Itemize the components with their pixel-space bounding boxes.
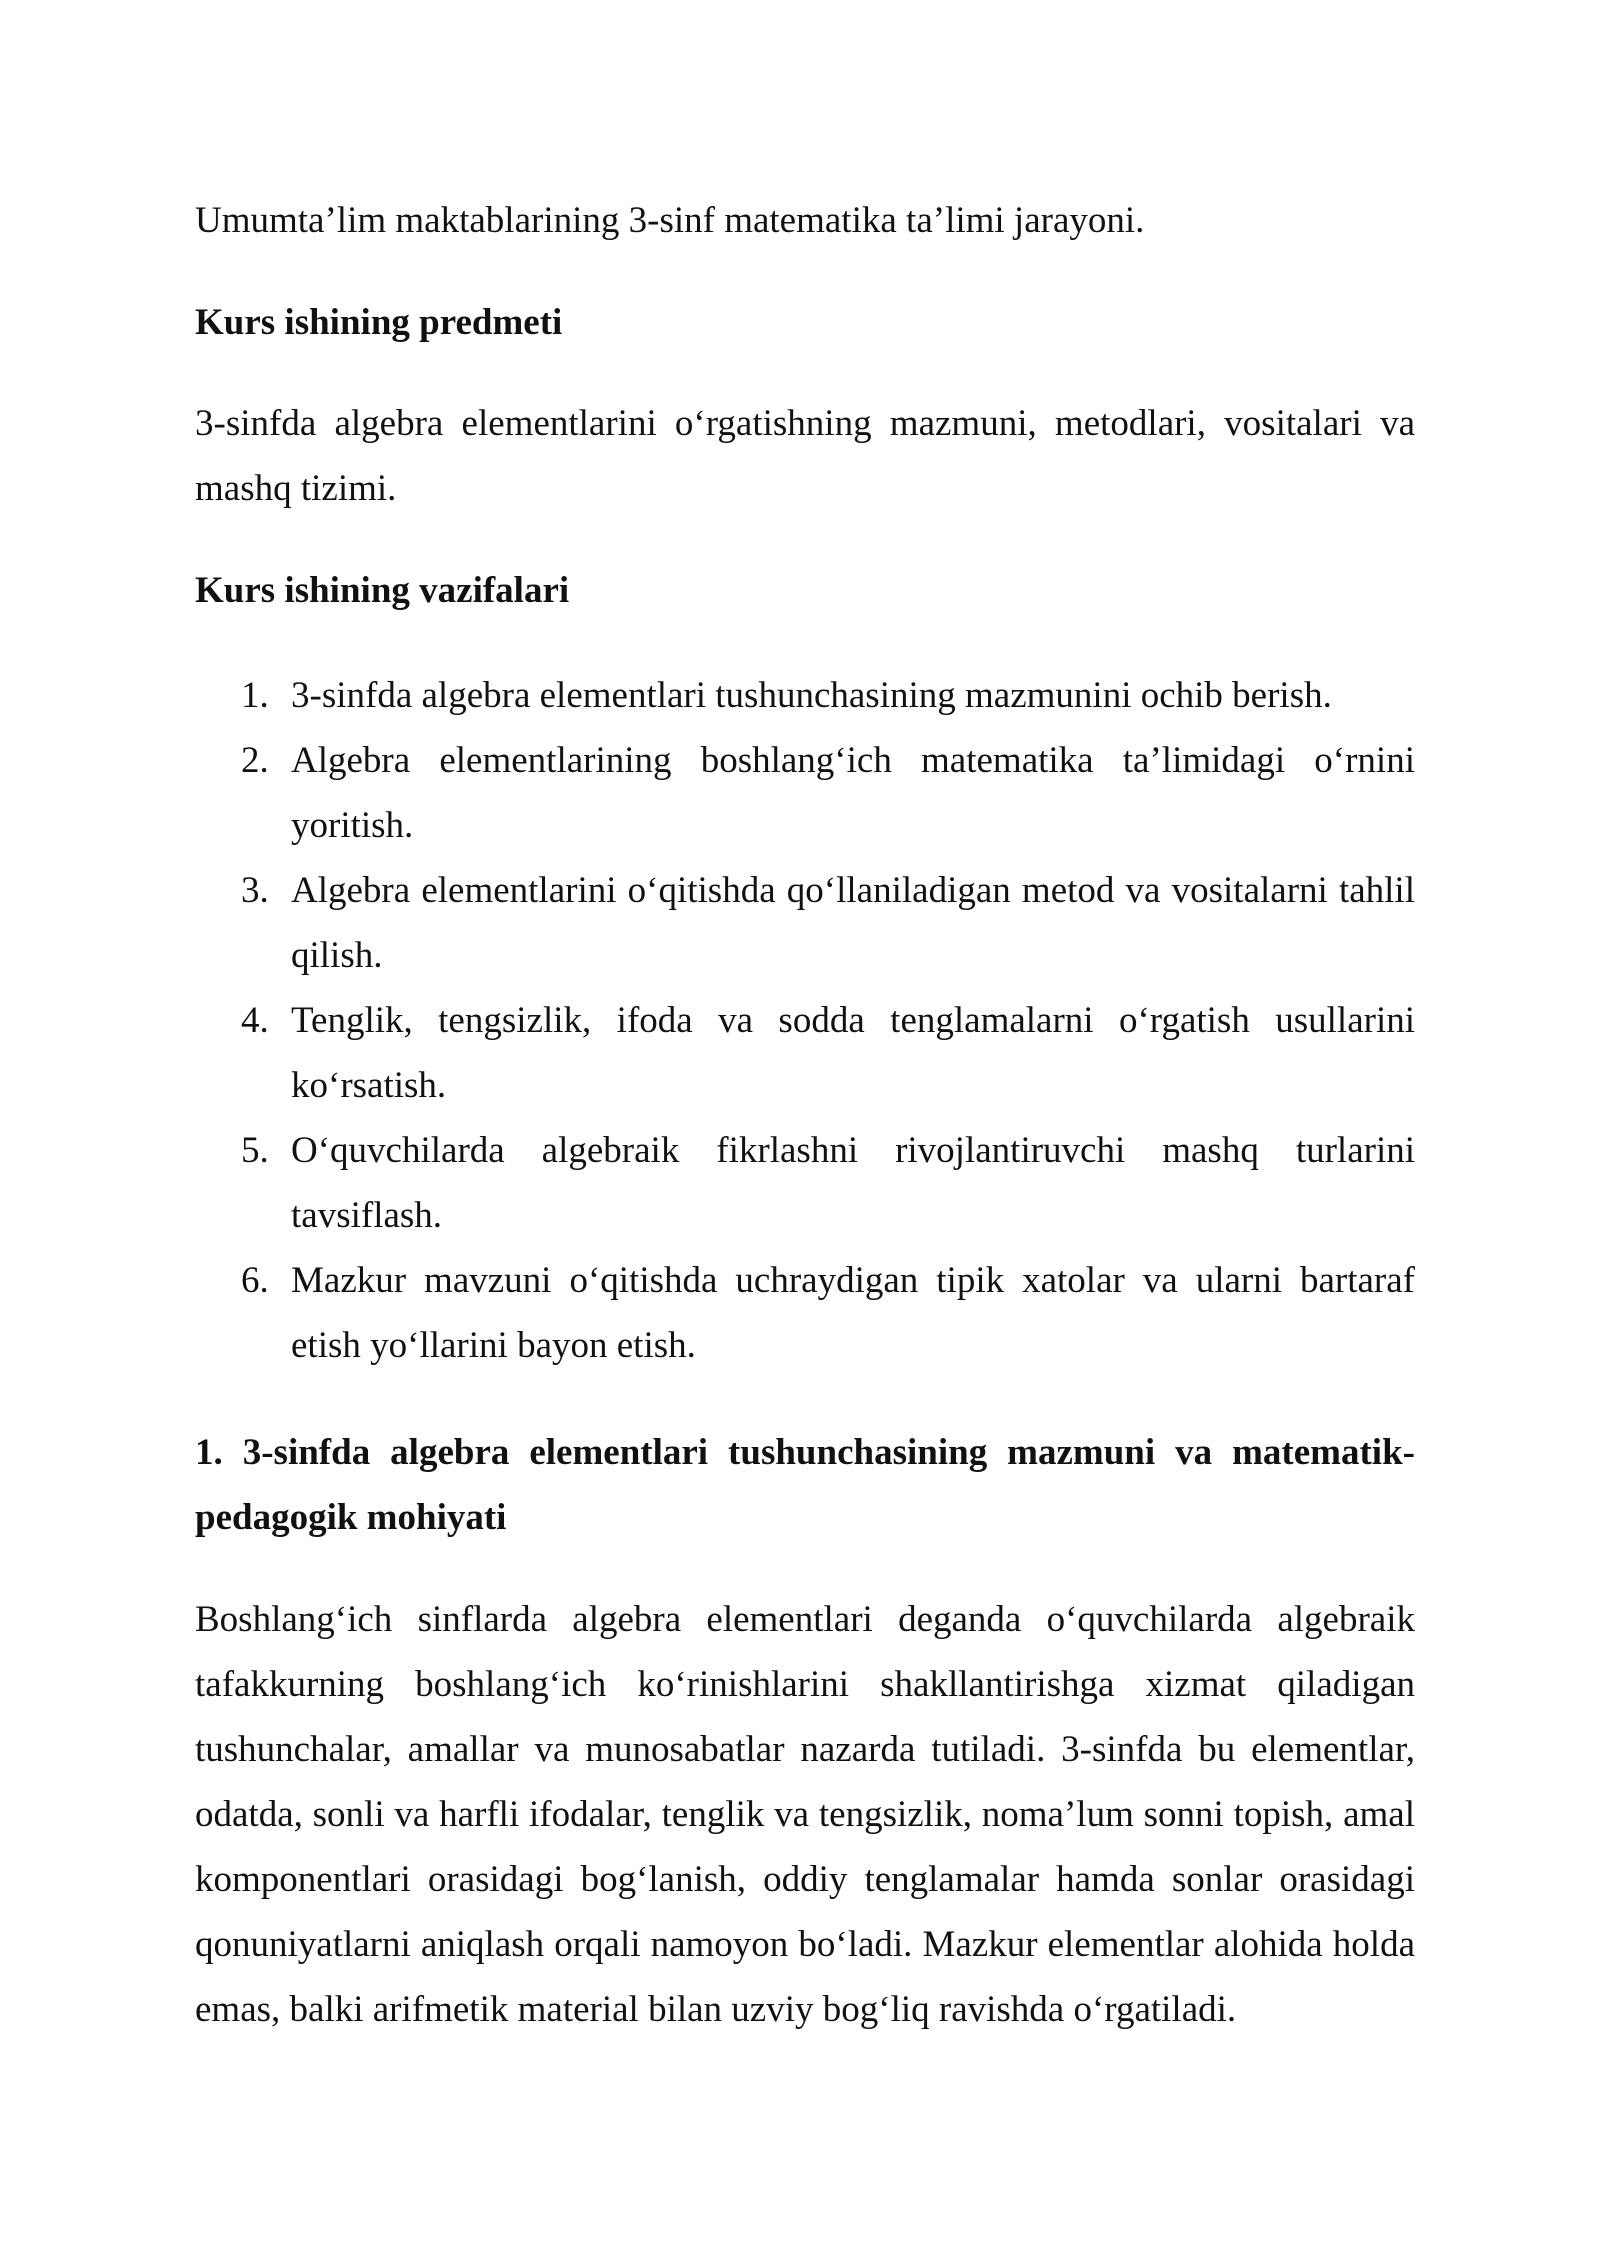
list-item-number: 3. — [241, 870, 269, 911]
list-item-number: 2. — [241, 740, 269, 781]
list-item-text: Tenglik, tengsizlik, ifoda va sodda tenglamalarni o‘rgatish usullarini ko‘rsatish. — [291, 1000, 1415, 1106]
list-item-text: Algebra elementlarini o‘qitishda qo‘llaniladigan metod va vositalarni tahlil qilish. — [291, 870, 1415, 976]
subject-heading: Kurs ishining predmeti — [195, 302, 563, 343]
list-item-text: Mazkur mavzuni o‘qitishda uchraydigan tipik xatolar va ularni bartaraf etish yo‘llarini bayon etish. — [291, 1260, 1415, 1366]
list-item-text: 3-sinfda algebra elementlari tushunchasining mazmunini ochib berish. — [291, 675, 1332, 716]
list-item — [195, 1248, 1415, 1378]
tasks-list — [195, 663, 1415, 1378]
list-item — [195, 1118, 1415, 1248]
list-item — [195, 728, 1415, 858]
list-item — [195, 988, 1415, 1118]
tasks-heading: Kurs ishining vazifalari — [195, 570, 570, 611]
section1-paragraph: Boshlang‘ich sinflarda algebra elementlari deganda o‘quvchilarda algebraik tafakkurning boshlang‘ich ko‘rinishlarini shakllantirishga xizmat qiladigan tushunchalar, amallar va munosabatlar nazarda tutiladi. 3-sinfda bu elementlar, odatda, sonli va harfli ifodalar, tenglik va tengsizlik, noma’lum sonni topish, amal komponentlari orasidagi bog‘lanish, oddiy tenglamalar hamda sonlar orasidagi qonuniyatlarni aniqlash orqali namoyon bo‘ladi. Mazkur elementlar alohida holda emas, balki arifmetik material bilan uzviy bog‘liq ravishda o‘rgatiladi. — [195, 1599, 1415, 2030]
list-item-number: 1. — [241, 675, 269, 716]
list-item-number: 5. — [241, 1130, 269, 1171]
list-item — [195, 858, 1415, 988]
section1-heading: 1. 3-sinfda algebra elementlari tushunchasining mazmuni va matematik-pedagogik mohiyati — [195, 1432, 1415, 1538]
subject-text: 3-sinfda algebra elementlarini o‘rgatishning mazmuni, metodlari, vositalari va mashq tizimi. — [195, 403, 1415, 509]
list-item-number: 6. — [241, 1260, 269, 1301]
list-item-text: O‘quvchilarda algebraik fikrlashni rivojlantiruvchi mashq turlarini tavsiflash. — [291, 1130, 1415, 1236]
list-item-text: Algebra elementlarining boshlang‘ich matematika ta’limidagi o‘rnini yoritish. — [291, 740, 1415, 846]
list-item-number: 4. — [241, 1000, 269, 1041]
intro-line: Umumta’lim maktablarining 3-sinf matematika ta’limi jarayoni. — [195, 200, 1145, 241]
list-item — [195, 663, 1415, 728]
